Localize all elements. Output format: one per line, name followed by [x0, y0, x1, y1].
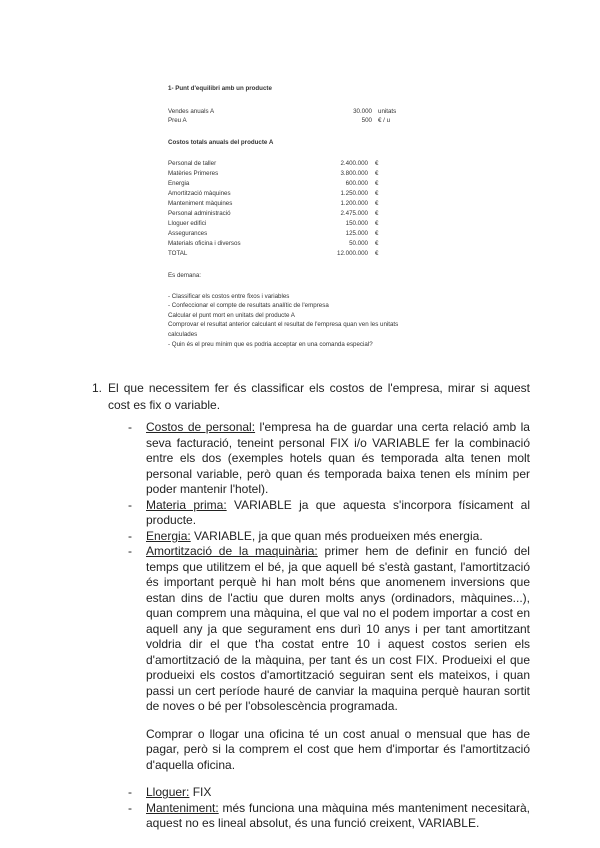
question: Calcular el punt mort en unitats del producte A — [168, 312, 295, 319]
cost-unit: € — [375, 170, 379, 177]
item-key: Lloguer: — [146, 785, 190, 799]
item-text: primer hem de definir en funció del temps que utilitzem el bé, ja que aquell bé s'està gastant, l'amortització és important perquè hi han molt béns que anomenem inversions que estan dins de l'actiu que duren molts anys (ordinadors, màquines...), quan comprem una màquina, el que val no el podem importar a cost en aquell any ja que segurament ens durì 10 anys i per tant amortitzant voldria dir el que t'ha costat entre 10 i aquest costos serien els d'amortització de la màquina, per tant és un cost FIX. Produeixi el que produeixi els costos d'amortització seguiran sent els mateixos, i quan passi un cert període hauré de canviar la maquina perquè hauran sortit de noves o bé per l'obsolescència programada. — [146, 544, 530, 713]
item-key: Energia: — [146, 528, 191, 543]
item-text: VARIABLE ja que aquesta s'incorpora físicament al producte. — [146, 497, 530, 527]
row-unit: unitats — [378, 108, 397, 115]
dash-bullet: - — [128, 497, 132, 512]
cost-value: 125.000 — [345, 230, 368, 237]
item-text: VARIABLE, ja que quan més produeixen més energia. — [190, 528, 483, 543]
cost-row — [168, 160, 468, 168]
cost-value: 1.200.000 — [340, 200, 368, 207]
cost-unit: € — [375, 240, 379, 247]
cost-row — [168, 230, 468, 238]
item-key: Costos de personal: — [146, 420, 256, 434]
cost-unit: € — [375, 180, 379, 187]
cost-unit: € — [375, 210, 379, 217]
question: calculades — [168, 331, 198, 338]
question: - Confeccionar el compte de resultats analític de l'empresa — [168, 302, 329, 309]
cost-row — [168, 220, 468, 228]
cost-value: 12.000.000 — [337, 250, 368, 257]
cost-row-total — [168, 250, 468, 258]
list-item — [128, 785, 530, 801]
row-label: Vendes anuals A — [168, 108, 215, 115]
list-item — [128, 420, 530, 498]
demand-title: Es demana: — [168, 272, 202, 279]
question: Comprovar el resultat anterior calculant el resultat de l'empresa quan ven les unitats — [168, 321, 399, 328]
list-item — [128, 498, 530, 529]
cost-unit: € — [375, 250, 379, 257]
cost-label: TOTAL — [168, 250, 188, 257]
item-text: FIX — [189, 785, 212, 799]
cost-value: 3.800.000 — [340, 170, 368, 177]
cost-value: 1.250.000 — [340, 190, 368, 197]
cost-row — [168, 190, 468, 198]
cost-label: Assegurances — [168, 230, 208, 237]
intro-paragraph: El que necessitem fer és classificar els costos de l'empresa, mirar si aquest cost es fix o variable. — [108, 381, 530, 412]
row-value: 500 — [361, 117, 372, 124]
dash-bullet: - — [128, 785, 132, 799]
cost-row — [168, 240, 468, 248]
item-key: Amortització de la maquinària: — [146, 544, 318, 558]
cost-label: Energia — [168, 180, 190, 187]
cost-row — [168, 200, 468, 208]
continuation-paragraph: Comprar o llogar una oficina té un cost anual o mensual que has de pagar, però si la comprem el cost que hem d'importar és l'amortització d'aquella oficina. — [146, 726, 530, 772]
list-item — [128, 544, 530, 715]
cost-unit: € — [375, 200, 379, 207]
item-text: més funciona una màquina més manteniment necesitarà, aquest no es lineal absolut, és una funció creixent, VARIABLE. — [146, 800, 530, 830]
cost-value: 150.000 — [345, 220, 368, 227]
cost-value: 50.000 — [349, 240, 368, 247]
dash-bullet: - — [128, 420, 132, 434]
cost-label: Matèries Primeres — [168, 170, 219, 177]
cost-row — [168, 210, 468, 218]
list-item — [128, 801, 530, 832]
cost-row — [168, 180, 468, 188]
question: - Classificar els costos entre fixos i variables — [168, 293, 290, 300]
cost-label: Personal de taller — [168, 160, 217, 167]
cost-unit: € — [375, 230, 379, 237]
price-row — [168, 117, 468, 125]
cost-unit: € — [375, 160, 379, 167]
row-label: Preu A — [168, 117, 187, 124]
sales-row — [168, 108, 468, 116]
cost-value: 2.475.000 — [340, 210, 368, 217]
exercise-title: 1- Punt d'equilibri amb un producte — [168, 85, 272, 92]
dash-bullet: - — [128, 528, 132, 543]
cost-unit: € — [375, 220, 379, 227]
cost-value: 2.400.000 — [340, 160, 368, 167]
dash-bullet: - — [128, 544, 132, 558]
item-key: Manteniment: — [146, 800, 219, 815]
cost-classification-list — [128, 420, 530, 832]
cost-label: Personal administració — [168, 210, 231, 217]
list-number: 1. — [92, 381, 103, 395]
cost-label: Manteniment màquines — [168, 200, 233, 207]
cost-label: Lloguer edifici — [168, 220, 207, 227]
cost-unit: € — [375, 190, 379, 197]
costs-title: Costos totals anuals del producte A — [168, 139, 274, 146]
cost-value: 600.000 — [345, 180, 368, 187]
row-value: 30.000 — [353, 108, 372, 115]
dash-bullet: - — [128, 800, 132, 815]
list-item — [128, 529, 530, 545]
cost-label: Amortització màquines — [168, 190, 231, 197]
item-text: l'empresa ha de guardar una certa relació amb la seva facturació, teneint personal FIX i/o VARIABLE fer la combinació entre els dos (exemples hotels quan és temporada alta tenen molt personal variable, però quan és temporada baixa tenen els mínim per poder mantenir l'hotel). — [146, 420, 530, 496]
row-unit: € / u — [378, 117, 391, 124]
item-key: Materia prima: — [146, 497, 227, 512]
cost-row — [168, 170, 468, 178]
cost-label: Materials oficina i diversos — [168, 240, 241, 247]
question: - Quin és el preu mínim que es podria acceptar en una comanda especial? — [168, 341, 373, 348]
